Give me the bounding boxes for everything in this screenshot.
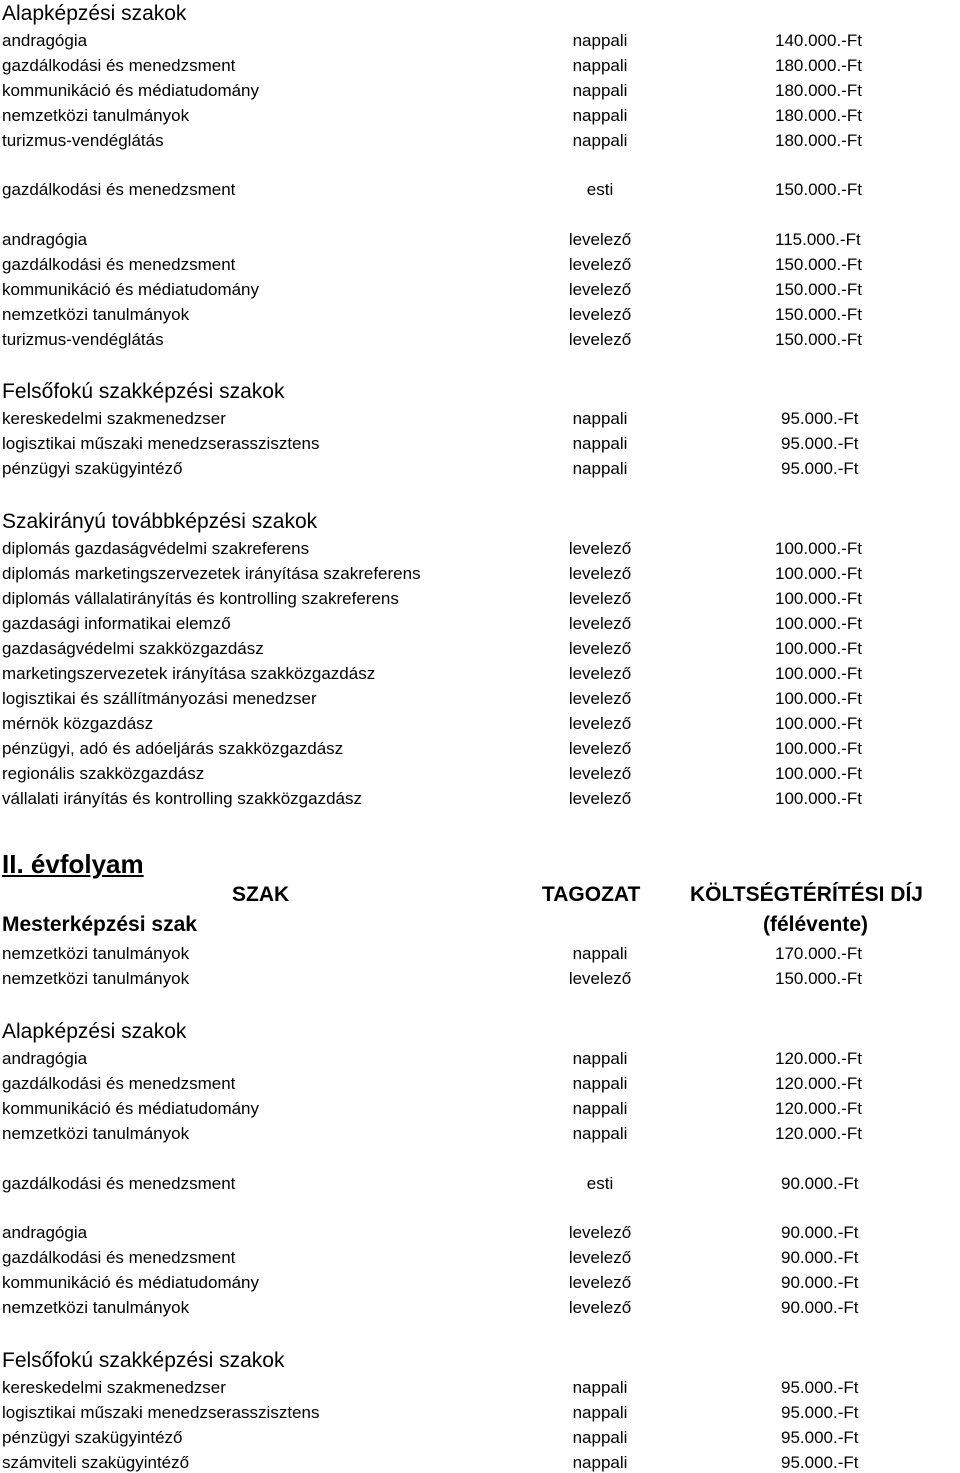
program-name: gazdaságvédelmi szakközgazdász: [2, 639, 264, 658]
fee-amount: 120.000.-Ft: [775, 1049, 862, 1068]
fee-amount: 95.000.-Ft: [781, 1428, 859, 1447]
column-header-szak: SZAK: [232, 883, 290, 906]
fee-amount: 150.000.-Ft: [775, 305, 862, 324]
study-mode: levelező: [568, 1248, 632, 1267]
study-mode: levelező: [568, 1298, 632, 1317]
study-mode: nappali: [572, 1124, 628, 1143]
program-name: regionális szakközgazdász: [2, 764, 205, 783]
program-name: diplomás marketingszervezetek irányítása szakreferens: [2, 564, 421, 583]
program-name: gazdálkodási és menedzsment: [2, 180, 236, 199]
study-mode: nappali: [572, 1428, 628, 1447]
section-heading-szakiranyu: Szakirányú továbbképzési szakok: [2, 510, 318, 533]
fee-amount: 140.000.-Ft: [775, 31, 862, 50]
study-mode: levelező: [568, 255, 632, 274]
study-mode: levelező: [568, 789, 632, 808]
fee-amount: 90.000.-Ft: [781, 1298, 859, 1317]
fee-amount: 95.000.-Ft: [781, 434, 859, 453]
program-name: diplomás gazdaságvédelmi szakreferens: [2, 539, 310, 558]
fee-amount: 120.000.-Ft: [775, 1074, 862, 1093]
fee-amount: 100.000.-Ft: [775, 564, 862, 583]
program-name: turizmus-vendéglátás: [2, 330, 164, 349]
study-mode: esti: [586, 180, 614, 199]
study-mode: levelező: [568, 230, 632, 249]
study-mode: levelező: [568, 614, 632, 633]
program-name: kereskedelmi szakmenedzser: [2, 409, 226, 428]
program-name: kommunikáció és médiatudomány: [2, 1273, 260, 1292]
fee-amount: 100.000.-Ft: [775, 739, 862, 758]
program-name: vállalati irányítás és kontrolling szakközgazdász: [2, 789, 363, 808]
fee-amount: 150.000.-Ft: [775, 330, 862, 349]
study-mode: levelező: [568, 539, 632, 558]
program-name: andragógia: [2, 31, 88, 50]
fee-amount: 90.000.-Ft: [781, 1273, 859, 1292]
section-heading-felsofoku-2: Felsőfokú szakképzési szakok: [2, 1349, 285, 1372]
study-mode: nappali: [572, 31, 628, 50]
program-name: nemzetközi tanulmányok: [2, 969, 190, 988]
fee-amount: 120.000.-Ft: [775, 1124, 862, 1143]
study-mode: levelező: [568, 330, 632, 349]
program-name: pénzügyi, adó és adóeljárás szakközgazdász: [2, 739, 344, 758]
program-name: gazdasági informatikai elemző: [2, 614, 231, 633]
fee-amount: 95.000.-Ft: [781, 1378, 859, 1397]
fee-amount: 170.000.-Ft: [775, 944, 862, 963]
fee-amount: 100.000.-Ft: [775, 589, 862, 608]
program-name: mérnök közgazdász: [2, 714, 154, 733]
fee-amount: 180.000.-Ft: [775, 56, 862, 75]
program-name: gazdálkodási és menedzsment: [2, 56, 236, 75]
program-name: pénzügyi szakügyintéző: [2, 1428, 183, 1447]
program-name: logisztikai műszaki menedzserasszisztens: [2, 1403, 320, 1422]
study-mode: esti: [586, 1174, 614, 1193]
study-mode: nappali: [572, 1099, 628, 1118]
fee-amount: 95.000.-Ft: [781, 1453, 859, 1472]
study-mode: nappali: [572, 1453, 628, 1472]
section-heading-felsofoku: Felsőfokú szakképzési szakok: [2, 380, 285, 403]
column-header-fee-sub: (félévente): [763, 913, 869, 936]
fee-amount: 100.000.-Ft: [775, 614, 862, 633]
study-mode: nappali: [572, 409, 628, 428]
fee-amount: 95.000.-Ft: [781, 409, 859, 428]
study-mode: nappali: [572, 56, 628, 75]
fee-amount: 100.000.-Ft: [775, 789, 862, 808]
program-name: kereskedelmi szakmenedzser: [2, 1378, 226, 1397]
study-mode: levelező: [568, 1273, 632, 1292]
fee-amount: 100.000.-Ft: [775, 689, 862, 708]
program-name: nemzetközi tanulmányok: [2, 1124, 190, 1143]
study-mode: nappali: [572, 131, 628, 150]
program-name: nemzetközi tanulmányok: [2, 944, 190, 963]
fee-amount: 95.000.-Ft: [781, 1403, 859, 1422]
fee-amount: 180.000.-Ft: [775, 106, 862, 125]
section-heading-alapkepzes: Alapképzési szakok: [2, 2, 187, 25]
study-mode: levelező: [568, 639, 632, 658]
fee-amount: 120.000.-Ft: [775, 1099, 862, 1118]
program-name: nemzetközi tanulmányok: [2, 106, 190, 125]
fee-amount: 150.000.-Ft: [775, 969, 862, 988]
program-name: nemzetközi tanulmányok: [2, 1298, 190, 1317]
fee-amount: 115.000.-Ft: [775, 230, 861, 249]
fee-amount: 100.000.-Ft: [775, 539, 862, 558]
fee-amount: 95.000.-Ft: [781, 459, 859, 478]
program-name: logisztikai műszaki menedzserasszisztens: [2, 434, 320, 453]
study-mode: nappali: [572, 1403, 628, 1422]
program-name: gazdálkodási és menedzsment: [2, 1174, 236, 1193]
section-heading-alapkepzes-2: Alapképzési szakok: [2, 1020, 187, 1043]
program-name: turizmus-vendéglátás: [2, 131, 164, 150]
fee-amount: 90.000.-Ft: [781, 1223, 859, 1242]
program-name: andragógia: [2, 1223, 88, 1242]
study-mode: levelező: [568, 764, 632, 783]
program-name: kommunikáció és médiatudomány: [2, 280, 260, 299]
program-name: nemzetközi tanulmányok: [2, 305, 190, 324]
study-mode: levelező: [568, 714, 632, 733]
study-mode: nappali: [572, 434, 628, 453]
year-title: II. évfolyam: [2, 849, 144, 879]
fee-amount: 100.000.-Ft: [775, 714, 862, 733]
fee-amount: 90.000.-Ft: [781, 1248, 859, 1267]
study-mode: levelező: [568, 564, 632, 583]
program-name: pénzügyi szakügyintéző: [2, 459, 183, 478]
fee-amount: 100.000.-Ft: [775, 639, 862, 658]
program-name: számviteli szakügyintéző: [2, 1453, 190, 1472]
study-mode: levelező: [568, 1223, 632, 1242]
study-mode: nappali: [572, 1378, 628, 1397]
study-mode: levelező: [568, 969, 632, 988]
study-mode: nappali: [572, 106, 628, 125]
program-name: andragógia: [2, 1049, 88, 1068]
study-mode: levelező: [568, 589, 632, 608]
fee-amount: 100.000.-Ft: [775, 664, 862, 683]
study-mode: nappali: [572, 1074, 628, 1093]
fee-amount: 90.000.-Ft: [781, 1174, 859, 1193]
study-mode: nappali: [572, 459, 628, 478]
fee-amount: 150.000.-Ft: [775, 180, 862, 199]
program-name: gazdálkodási és menedzsment: [2, 255, 236, 274]
fee-amount: 100.000.-Ft: [775, 764, 862, 783]
study-mode: levelező: [568, 739, 632, 758]
program-name: gazdálkodási és menedzsment: [2, 1248, 236, 1267]
study-mode: levelező: [568, 305, 632, 324]
program-name: andragógia: [2, 230, 88, 249]
fee-amount: 150.000.-Ft: [775, 255, 862, 274]
study-mode: levelező: [568, 280, 632, 299]
column-header-tagozat: TAGOZAT: [542, 883, 641, 906]
fee-amount: 180.000.-Ft: [775, 81, 862, 100]
program-name: kommunikáció és médiatudomány: [2, 1099, 260, 1118]
program-name: logisztikai és szállítmányozási menedzser: [2, 689, 317, 708]
study-mode: levelező: [568, 664, 632, 683]
fee-amount: 180.000.-Ft: [775, 131, 862, 150]
fee-amount: 150.000.-Ft: [775, 280, 862, 299]
program-name: diplomás vállalatirányítás és kontrolling szakreferens: [2, 589, 399, 608]
study-mode: nappali: [572, 944, 628, 963]
study-mode: levelező: [568, 689, 632, 708]
study-mode: nappali: [572, 81, 628, 100]
study-mode: nappali: [572, 1049, 628, 1068]
program-name: marketingszervezetek irányítása szakközgazdász: [2, 664, 376, 683]
section-heading-mesterkepzes: Mesterképzési szak: [2, 913, 197, 936]
program-name: gazdálkodási és menedzsment: [2, 1074, 236, 1093]
column-header-fee: KÖLTSÉGTÉRÍTÉSI DÍJ: [690, 883, 923, 906]
program-name: kommunikáció és médiatudomány: [2, 81, 260, 100]
